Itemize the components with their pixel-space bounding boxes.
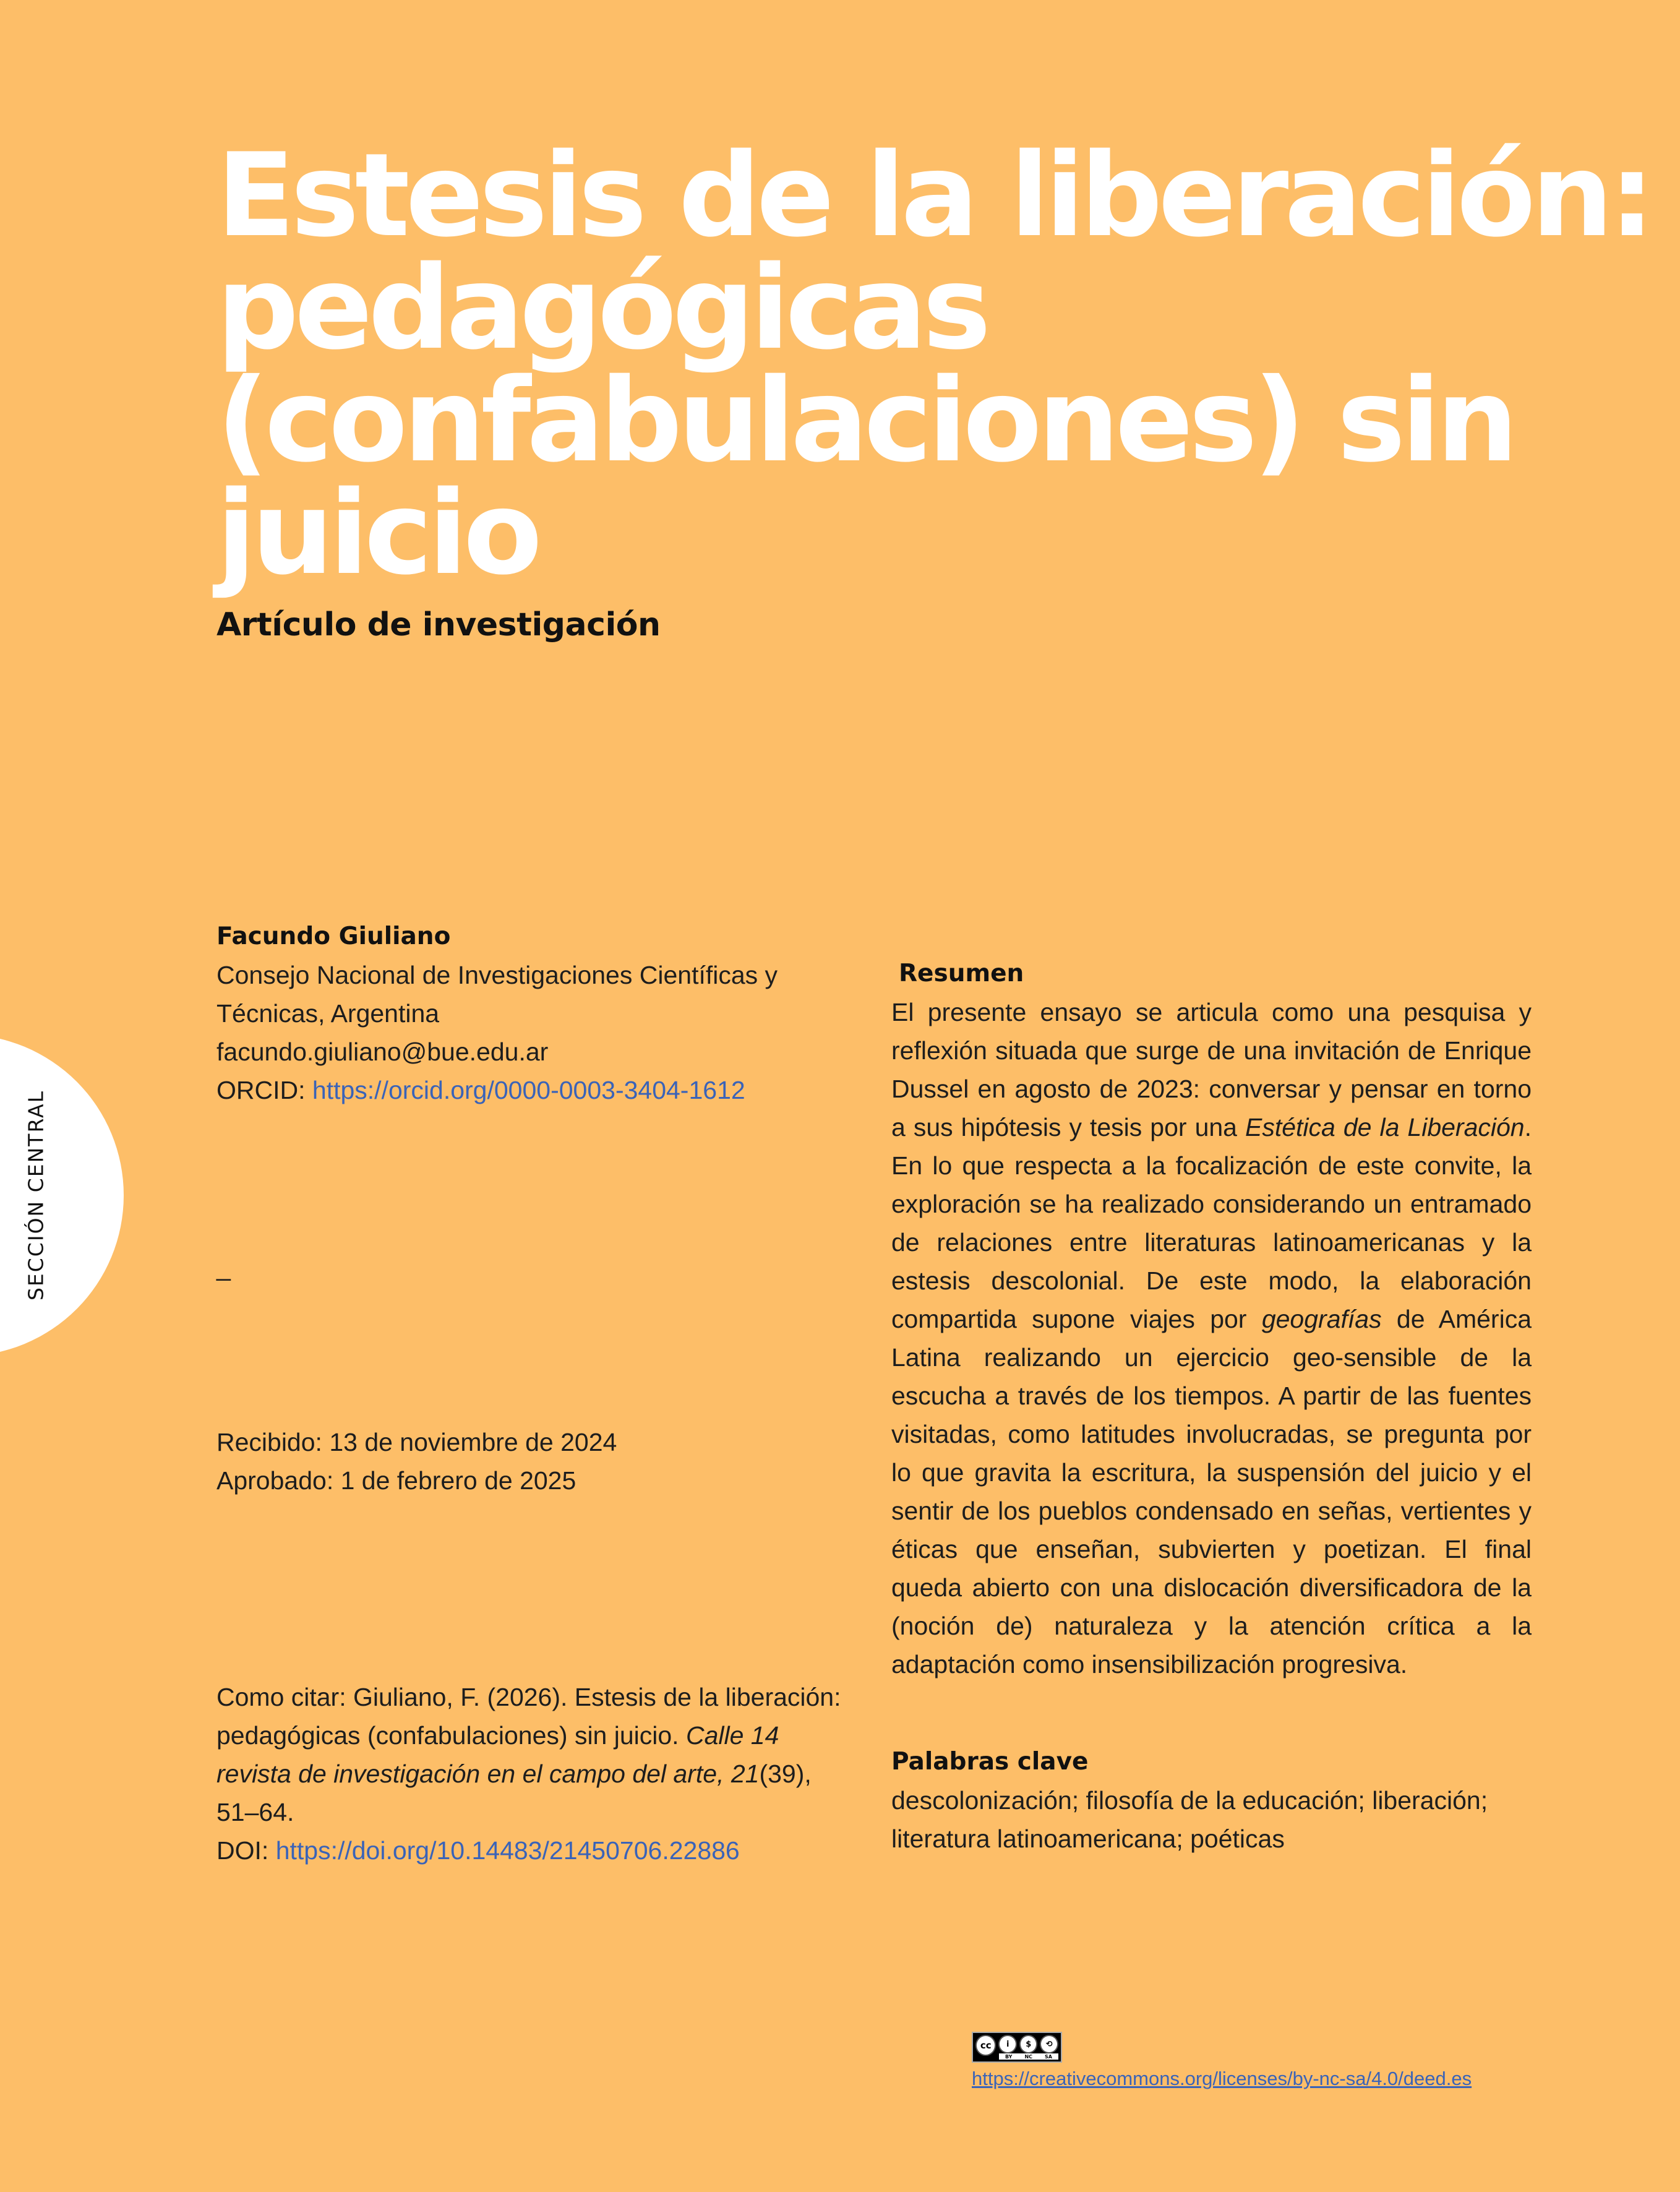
by-icon: i xyxy=(998,2035,1017,2053)
keywords-block xyxy=(891,1743,1532,1858)
keywords-text: descolonización; filosofía de la educación; liberación; literatura latinoamericana; poéticas xyxy=(891,1786,1488,1853)
license-link[interactable]: https://creativecommons.org/licenses/by-nc-sa/4.0/deed.es xyxy=(972,2068,1472,2089)
title-line: Estesis de la liberación: xyxy=(216,128,1651,262)
license-block xyxy=(972,2032,1472,2090)
approved-date: Aprobado: 1 de febrero de 2025 xyxy=(216,1466,576,1495)
orcid-link[interactable]: https://orcid.org/0000-0003-3404-1612 xyxy=(312,1076,745,1104)
citation-plain: pedagógicas (confabulaciones) sin juicio. xyxy=(216,1721,686,1750)
orcid-line xyxy=(216,1071,835,1109)
doi-link[interactable]: https://doi.org/10.14483/21450706.22886 xyxy=(275,1836,740,1865)
citation-line xyxy=(216,1755,872,1793)
title-line: pedagógicas xyxy=(216,241,987,375)
orcid-label: ORCID: xyxy=(216,1076,312,1104)
by-label: BY xyxy=(1005,2053,1013,2060)
abstract-heading: Resumen xyxy=(899,960,1024,987)
keywords-heading: Palabras clave xyxy=(891,1748,1089,1776)
separator: _ xyxy=(216,1253,231,1281)
abstract-italic: Estética de la Liberación xyxy=(1245,1113,1525,1141)
author-block xyxy=(216,918,835,1109)
title-line: (confabulaciones) sin xyxy=(216,353,1514,488)
sa-icon: ⟲ xyxy=(1040,2035,1058,2053)
citation-journal: revista de investigación en el campo del arte, 21 xyxy=(216,1760,760,1788)
abstract-italic: geografías xyxy=(1261,1305,1382,1333)
received-date: Recibido: 13 de noviembre de 2024 xyxy=(216,1428,617,1456)
section-tab xyxy=(0,1034,124,1356)
affiliation-line: Técnicas, Argentina xyxy=(216,999,440,1028)
doi-label: DOI: xyxy=(216,1836,276,1865)
nc-label: NC xyxy=(1024,2053,1033,2060)
doi-line xyxy=(216,1831,872,1870)
author-name: Facundo Giuliano xyxy=(216,922,451,950)
affiliation-line: Consejo Nacional de Investigaciones Científicas y xyxy=(216,961,778,989)
abstract-text xyxy=(891,993,1532,1683)
citation-plain: (39), xyxy=(759,1760,812,1788)
cc-license-badge[interactable] xyxy=(972,2032,1062,2063)
article-title xyxy=(216,128,1651,600)
author-email: facundo.giuliano@bue.edu.ar xyxy=(216,1038,549,1066)
citation-line xyxy=(216,1716,872,1755)
article-type: Artículo de investigación xyxy=(216,606,661,643)
sa-label: SA xyxy=(1045,2053,1052,2060)
citation-line: Como citar: Giuliano, F. (2026). Estesis de la liberación: xyxy=(216,1683,841,1711)
title-line: juicio xyxy=(216,466,538,600)
section-tab-label: SECCIÓN CENTRAL xyxy=(24,1090,48,1301)
citation-block xyxy=(216,1678,872,1870)
abstract-text-part: El presente ensayo se articula como una pesquisa y reflexión situada que surge de una invitación de Enrique Dussel en agosto de 2023: conversar y pensar en torno a sus hipótesis y tesis por una xyxy=(891,998,1532,1141)
dates-block xyxy=(216,1423,617,1500)
cc-badge-labels xyxy=(999,2053,1058,2060)
citation-line: 51–64. xyxy=(216,1798,294,1826)
abstract-block xyxy=(891,955,1532,1683)
abstract-text-part: . En lo que respecta a la focalización de este convite, la exploración se ha realizado considerando un entramado de relaciones entre literaturas latinoamericanas y la estesis descolonial. De este modo, la elaboración compartida supone viajes por xyxy=(891,1113,1532,1333)
abstract-text-part: de América Latina realizando un ejercicio geo-sensible de la escucha a través de los tiempos. A partir de las fuentes visitadas, como latitudes involucradas, se pregunta por lo que gravita la escritura, la suspensión del juicio y el sentir de los pueblos condensado en señas, vertientes y éticas que enseñan, subvierten y poetizan. El final queda abierto con una dislocación diversificadora de la (noción de) naturaleza y la atención crítica a la adaptación como insensibilización progresiva. xyxy=(891,1305,1532,1678)
nc-icon: $ xyxy=(1019,2035,1038,2053)
citation-journal: Calle 14 xyxy=(685,1721,779,1750)
cc-icon: cc xyxy=(975,2035,996,2056)
